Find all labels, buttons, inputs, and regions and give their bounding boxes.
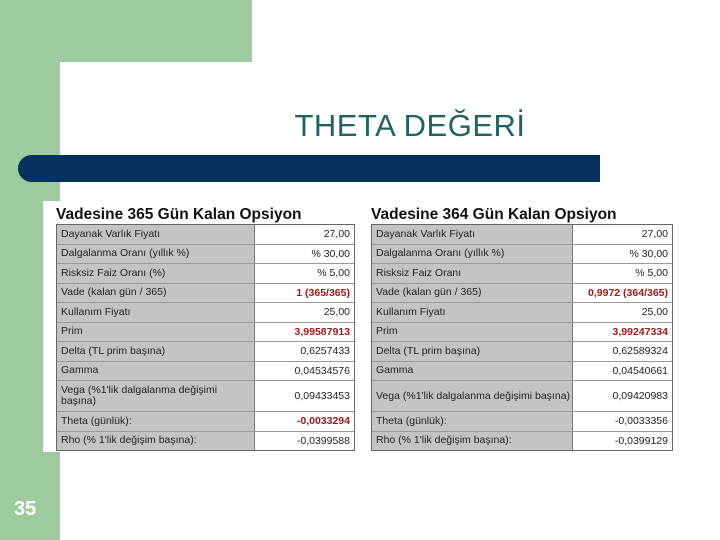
table-row (57, 303, 354, 323)
table-row (57, 432, 354, 451)
row-value: 0,09433453 (254, 381, 354, 411)
table-row (57, 225, 354, 245)
table-row (372, 342, 672, 362)
row-value: 27,00 (572, 225, 672, 244)
table-row (372, 225, 672, 245)
row-value: % 5,00 (254, 264, 354, 283)
row-value: % 30,00 (254, 245, 354, 264)
row-label: Theta (günlük): (61, 414, 132, 427)
row-label: Prim (376, 325, 398, 338)
row-value: 1 (365/365) (254, 284, 354, 303)
table-row (57, 362, 354, 382)
row-value: 25,00 (254, 303, 354, 322)
row-label: Kullanım Fiyatı (61, 305, 131, 318)
row-value: 0,9972 (364/365) (572, 284, 672, 303)
row-value: 0,04534576 (254, 362, 354, 381)
table-row (372, 362, 672, 382)
row-value: 0,62589324 (572, 342, 672, 361)
table-row (372, 284, 672, 304)
row-label: Dalgalanma Oranı (yıllık %) (61, 247, 190, 260)
row-value: 3,99247334 (572, 323, 672, 342)
row-value: -0,0033294 (254, 412, 354, 431)
row-label: Delta (TL prim başına) (61, 344, 166, 357)
table-row (57, 342, 354, 362)
row-label: Kullanım Fiyatı (376, 305, 446, 318)
row-label: Dayanak Varlık Fiyatı (376, 227, 476, 240)
table-row (372, 303, 672, 323)
row-label: Vega (%1'lik dalgalanma değişimi başına) (61, 384, 218, 407)
row-label: Vade (kalan gün / 365) (61, 286, 167, 299)
row-label: Rho (% 1'lik değişim başına): (376, 434, 512, 447)
table-row (372, 432, 672, 451)
option-table-365 (56, 205, 355, 451)
row-value: % 30,00 (572, 245, 672, 264)
row-value: -0,0399129 (572, 432, 672, 451)
row-label: Dalgalanma Oranı (yıllık %) (376, 247, 505, 260)
option-table-364 (371, 205, 673, 451)
row-value: -0,0399588 (254, 432, 354, 451)
row-label: Theta (günlük): (376, 414, 447, 427)
table-row (57, 245, 354, 265)
table-row (57, 412, 354, 432)
row-value: 0,04540661 (572, 362, 672, 381)
slide-title: THETA DEĞERİ (294, 108, 526, 143)
table-row (57, 264, 354, 284)
table-row (372, 381, 672, 412)
row-label: Risksiz Faiz Oranı (%) (61, 266, 166, 279)
table-title: Vadesine 365 Gün Kalan Opsiyon (56, 206, 302, 223)
row-label: Vade (kalan gün / 365) (376, 286, 482, 299)
title-underline-bar (18, 155, 600, 182)
table-row (372, 412, 672, 432)
row-label: Delta (TL prim başına) (376, 344, 481, 357)
slide-number: 35 (14, 498, 37, 520)
row-label: Gamma (376, 364, 414, 377)
row-label: Gamma (61, 364, 99, 377)
row-value: 27,00 (254, 225, 354, 244)
table-row (57, 284, 354, 304)
row-value: 0,09420983 (572, 381, 672, 411)
table-row (57, 323, 354, 343)
table-title: Vadesine 364 Gün Kalan Opsiyon (371, 206, 617, 223)
table-row (372, 323, 672, 343)
tables-image (43, 201, 674, 452)
row-value: -0,0033356 (572, 412, 672, 431)
table-row (372, 264, 672, 284)
row-value: 3,99587913 (254, 323, 354, 342)
row-value: 0,6257433 (254, 342, 354, 361)
row-label: Rho (% 1'lik değişim başına): (61, 434, 197, 447)
table-rows (56, 224, 355, 451)
row-label: Risksiz Faiz Oranı (376, 266, 462, 279)
table-row (57, 381, 354, 412)
table-row (372, 245, 672, 265)
row-label: Vega (%1'lik dalgalanma değişimi başına) (376, 389, 571, 402)
row-label: Dayanak Varlık Fiyatı (61, 227, 161, 240)
row-value: % 5,00 (572, 264, 672, 283)
row-value: 25,00 (572, 303, 672, 322)
row-label: Prim (61, 325, 83, 338)
table-rows (371, 224, 673, 451)
